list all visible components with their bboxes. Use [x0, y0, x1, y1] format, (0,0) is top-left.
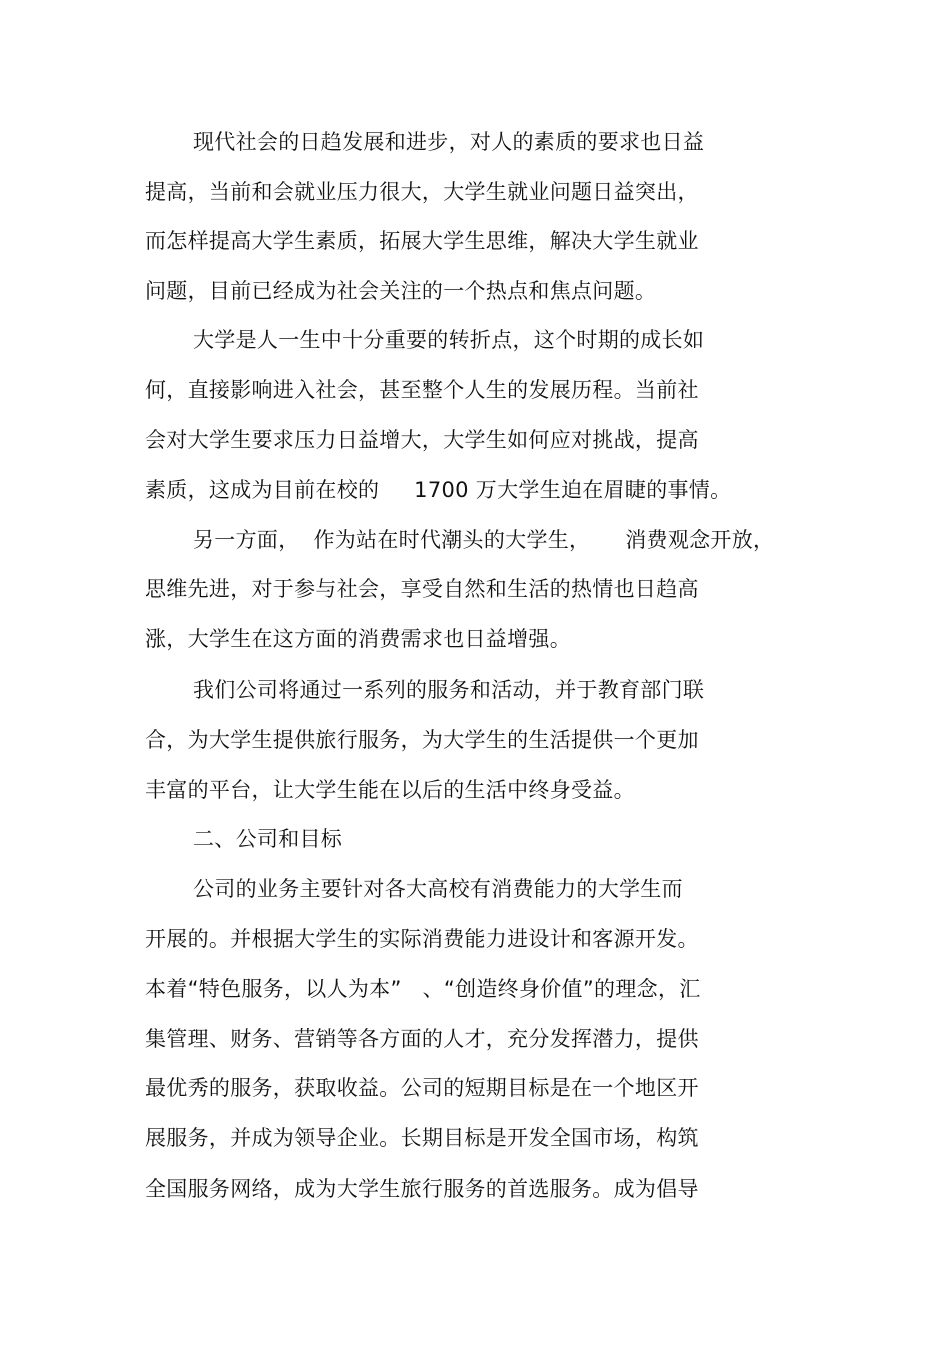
paragraph-line: 而怎样提高大学生素质，拓展大学生思维，解决大学生就业: [145, 229, 699, 253]
paragraph-line: 公司的业务主要针对各大高校有消费能力的大学生而: [193, 877, 683, 901]
paragraph-line: 大学是人一生中十分重要的转折点，这个时期的成长如: [193, 328, 705, 352]
paragraph-line: 开展的。并根据大学生的实际消费能力进设计和客源开发。: [145, 927, 699, 951]
paragraph-line: 会对大学生要求压力日益增大，大学生如何应对挑战，提高: [145, 428, 699, 452]
paragraph-line: 思维先进，对于参与社会，享受自然和生活的热情也日趋高: [145, 577, 699, 601]
paragraph-line: 展服务，并成为领导企业。长期目标是开发全国市场，构筑: [145, 1126, 699, 1150]
paragraph-line: 集管理、财务、营销等各方面的人才，充分发挥潜力，提供: [145, 1027, 699, 1051]
paragraph-line: 提高，当前和会就业压力很大，大学生就业问题日益突出，: [145, 180, 699, 204]
section-heading: 二、公司和目标: [193, 827, 343, 851]
paragraph-line: 合，为大学生提供旅行服务，为大学生的生活提供一个更加: [145, 728, 699, 752]
paragraph-line: 丰富的平台，让大学生能在以后的生活中终身受益。: [145, 778, 635, 802]
paragraph-line: 另一方面， 作为站在时代潮头的大学生， 消费观念开放，: [193, 528, 775, 552]
paragraph-line: 何，直接影响进入社会，甚至整个人生的发展历程。当前社: [145, 378, 699, 402]
paragraph-line: 素质，这成为目前在校的 1700 万大学生迫在眉睫的事情。: [145, 478, 732, 502]
paragraph-line: 本着“特色服务，以人为本” 、“创造终身价值”的理念，汇: [145, 977, 701, 1001]
paragraph-line: 问题，目前已经成为社会关注的一个热点和焦点问题。: [145, 279, 657, 303]
paragraph-line: 现代社会的日趋发展和进步，对人的素质的要求也日益: [193, 130, 705, 154]
paragraph-line: 全国服务网络，成为大学生旅行服务的首选服务。成为倡导: [145, 1177, 699, 1201]
paragraph-line: 最优秀的服务，获取收益。公司的短期目标是在一个地区开: [145, 1076, 699, 1100]
paragraph-line: 涨，大学生在这方面的消费需求也日益增强。: [145, 627, 571, 651]
paragraph-line: 我们公司将通过一系列的服务和活动，并于教育部门联: [193, 678, 705, 702]
